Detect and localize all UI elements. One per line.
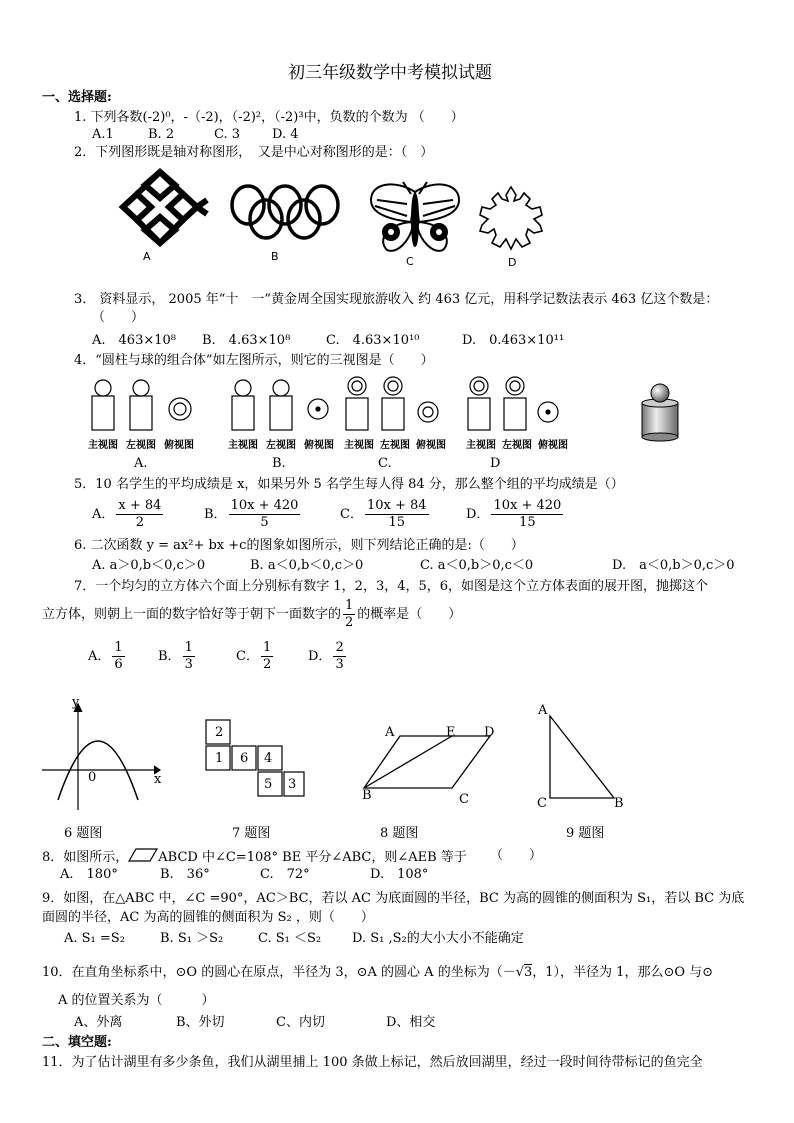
- q4-views-a: [88, 376, 208, 432]
- q2-label-d: D: [508, 256, 517, 269]
- q8-paren: （ ）: [490, 848, 543, 863]
- q1-option-b: B. 2: [148, 127, 175, 142]
- q10-option-a: A、外离: [74, 1015, 123, 1030]
- q2-label-a: A: [143, 250, 151, 263]
- q6-option-d: D. a＜0,b＞0,c＞0: [612, 558, 735, 573]
- fig6-y-label: y: [72, 695, 80, 710]
- q5-option-d: D． $\frac{10x + 420}{15}$: [466, 498, 562, 530]
- q3-paren: （ ）: [92, 310, 145, 325]
- fig6-caption: 6 题图: [64, 826, 103, 841]
- q9-stem-line1: 9．如图，在△ABC 中，∠C =90°，AC＞BC，若以 AC 为底面圆的半径，BC 为高的圆锥的侧面积为 S₁，若以 BC 为底: [42, 891, 745, 906]
- q4b-view-label-main: 主视图: [228, 440, 258, 451]
- net-cell-3: 3: [288, 777, 297, 792]
- q5-option-b: B． $\frac{10x + 420}{5}$: [204, 498, 299, 530]
- fig9-label-c: C: [537, 796, 547, 811]
- q4-option-a: A.: [134, 456, 148, 471]
- fig9-label-b: B: [614, 796, 624, 811]
- parallelogram-figure: [360, 724, 500, 796]
- fig6-origin-label: 0: [88, 770, 97, 785]
- parallelogram-icon: [128, 848, 158, 867]
- q7-option-d: D． $\frac{2}{3}$: [308, 640, 344, 672]
- net-cell-6: 6: [240, 751, 249, 766]
- q11-stem-line1: 11．为了估计湖里有多少条鱼，我们从湖里捕上 100 条做上标记，然后放回湖里，经过一段时间待带标记的鱼完全: [42, 1055, 703, 1070]
- olympic-rings-figure-b: [228, 183, 343, 243]
- q3-stem: 3． 资料显示， 2005 年“十 一”黄金周全国实现旅游收入 约 463 亿元，用科学记数法表示 463 亿这个数是：: [74, 292, 719, 307]
- q4c-view-label-main: 主视图: [344, 440, 374, 451]
- q8-option-c: C. 72°: [260, 867, 310, 882]
- q7-option-c: C． $\frac{1}{2}$: [236, 640, 272, 672]
- fig6-x-label: x: [154, 772, 162, 787]
- section-heading-choice: 一、选择题:: [42, 90, 112, 105]
- q8-option-a: A. 180°: [60, 867, 118, 882]
- q3-option-a: A. 463×10⁸: [92, 333, 176, 348]
- q4a-view-label-top: 俯视图: [164, 440, 194, 451]
- q4-stem: 4．“圆柱与球的组合体”如左图所示，则它的三视图是（ ）: [74, 353, 434, 368]
- fig8-label-d: D: [484, 725, 495, 740]
- snowflake-figure-d: [476, 185, 546, 251]
- q5-option-c: C． $\frac{10x + 84}{15}$: [340, 498, 427, 530]
- fig9-label-a: A: [538, 703, 548, 718]
- q2-label-b: B: [271, 250, 279, 263]
- q10-option-c: C、内切: [276, 1015, 325, 1030]
- q7-stem-line2: 立方体，则朝上一面的数字恰好等于朝下一面数字的 $\frac{1}{2}$ 的概率是（ ）: [42, 598, 462, 630]
- butterfly-figure-c: [367, 180, 463, 254]
- q7-stem-line1: 7．一个均匀的立方体六个面上分别标有数字 1，2，3，4，5，6，如图是这个立方体表面的展开图，抛掷这个: [74, 579, 709, 594]
- q6-option-b: B. a＜0,b＜0,c＞0: [250, 558, 364, 573]
- q3-option-c: C. 4.63×10¹⁰: [326, 333, 420, 348]
- q9-stem-line2: 面圆的半径，AC 为高的圆锥的侧面积为 S₂ ，则（ ）: [42, 910, 374, 925]
- q4c-view-label-left: 左视图: [380, 440, 410, 451]
- q2-label-c: C: [406, 255, 414, 268]
- q4d-view-label-left: 左视图: [502, 440, 532, 451]
- q10-option-d: D、相交: [386, 1015, 436, 1030]
- q6-stem: 6. 二次函数 y = ax²+ bx +c的图象如图所示，则下列结论正确的是:（ ）: [74, 538, 524, 553]
- fig8-label-e: E: [446, 725, 456, 740]
- section-heading-fill: 二、填空题:: [42, 1035, 112, 1050]
- q1-option-a: A.1: [92, 127, 114, 142]
- q1-stem: 1. 下列各数(-2)⁰，-（-2)，（-2)²，（-2)³中，负数的个数为 （ ）: [74, 110, 464, 125]
- q1-option-d: D. 4: [272, 127, 299, 142]
- net-cell-5: 5: [264, 777, 273, 792]
- q4-views-d: [462, 376, 572, 432]
- q4c-view-label-top: 俯视图: [416, 440, 446, 451]
- sqrt-radicand: 3: [524, 965, 533, 980]
- q9-option-d: D. S₁ ,S₂的大小大小不能确定: [352, 931, 524, 946]
- q6-option-c: C. a＜0,b＞0,c＜0: [420, 558, 534, 573]
- q4-views-b: [228, 376, 348, 432]
- q9-option-a: A. S₁ =S₂: [64, 931, 125, 946]
- q8-option-d: D. 108°: [370, 867, 429, 882]
- net-cell-4: 4: [264, 751, 273, 766]
- q10-option-b: B、外切: [176, 1015, 225, 1030]
- fig8-label-a: A: [385, 725, 395, 740]
- sqrt-sign: √: [515, 965, 524, 980]
- right-triangle-figure: [546, 712, 618, 802]
- q3-option-d: D. 0.463×10¹¹: [462, 333, 565, 348]
- fig8-label-c: C: [459, 792, 469, 807]
- q4d-view-label-main: 主视图: [466, 440, 496, 451]
- q4d-view-label-top: 俯视图: [538, 440, 568, 451]
- q4b-view-label-top: 俯视图: [304, 440, 334, 451]
- knot-figure-a: [115, 170, 210, 245]
- q5-stem: 5．10 名学生的平均成绩是 x，如果另外 5 名学生每人得 84 分，那么整个组的平均成绩是（）: [74, 477, 624, 492]
- q8-stem: 8．如图所示， ABCD 中∠C=108° BE 平分∠ABC，则∠AEB 等于: [42, 850, 467, 865]
- q8-option-b: B. 36°: [160, 867, 210, 882]
- q4a-view-label-main: 主视图: [88, 440, 118, 451]
- q4-option-c: C.: [378, 456, 392, 471]
- q2-stem: 2．下列图形既是轴对称图形， 又是中心对称图形的是：（ ）: [74, 145, 434, 160]
- q9-option-c: C. S₁ ＜S₂: [258, 931, 322, 946]
- q4a-view-label-left: 左视图: [126, 440, 156, 451]
- q4b-view-label-left: 左视图: [266, 440, 296, 451]
- q7-option-b: B． $\frac{1}{3}$: [158, 640, 193, 672]
- q10-stem-line2: A 的位置关系为（ ）: [58, 993, 215, 1008]
- q4-option-d: D: [490, 456, 501, 471]
- q4-option-b: B.: [272, 456, 286, 471]
- fig7-caption: 7 题图: [232, 826, 271, 841]
- net-cell-1: 1: [215, 751, 224, 766]
- fig8-caption: 8 题图: [380, 826, 419, 841]
- page-title: 初三年级数学中考模拟试题: [288, 63, 492, 83]
- q5-option-a: A． $\frac{x + 84}{2}$: [92, 498, 162, 530]
- parabola-figure: [38, 692, 168, 814]
- q6-option-a: A. a＞0,b＜0,c＞0: [92, 558, 206, 573]
- fig8-label-b: B: [362, 788, 372, 803]
- q7-option-a: A． $\frac{1}{6}$: [88, 640, 123, 672]
- net-cell-2: 2: [215, 725, 224, 740]
- q9-option-b: B. S₁ ＞S₂: [160, 931, 224, 946]
- q1-option-c: C. 3: [214, 127, 241, 142]
- q4-views-c: [340, 376, 450, 432]
- cylinder-sphere-figure: [636, 383, 686, 443]
- q3-option-b: B. 4.63×10⁸: [202, 333, 291, 348]
- q10-stem-line1: 10．在直角坐标系中，⊙O 的圆心在原点，半径为 3，⊙A 的圆心 A 的坐标为（－√3，1），半径为 1，那么⊙O 与⊙: [42, 965, 714, 980]
- fig9-caption: 9 题图: [566, 826, 605, 841]
